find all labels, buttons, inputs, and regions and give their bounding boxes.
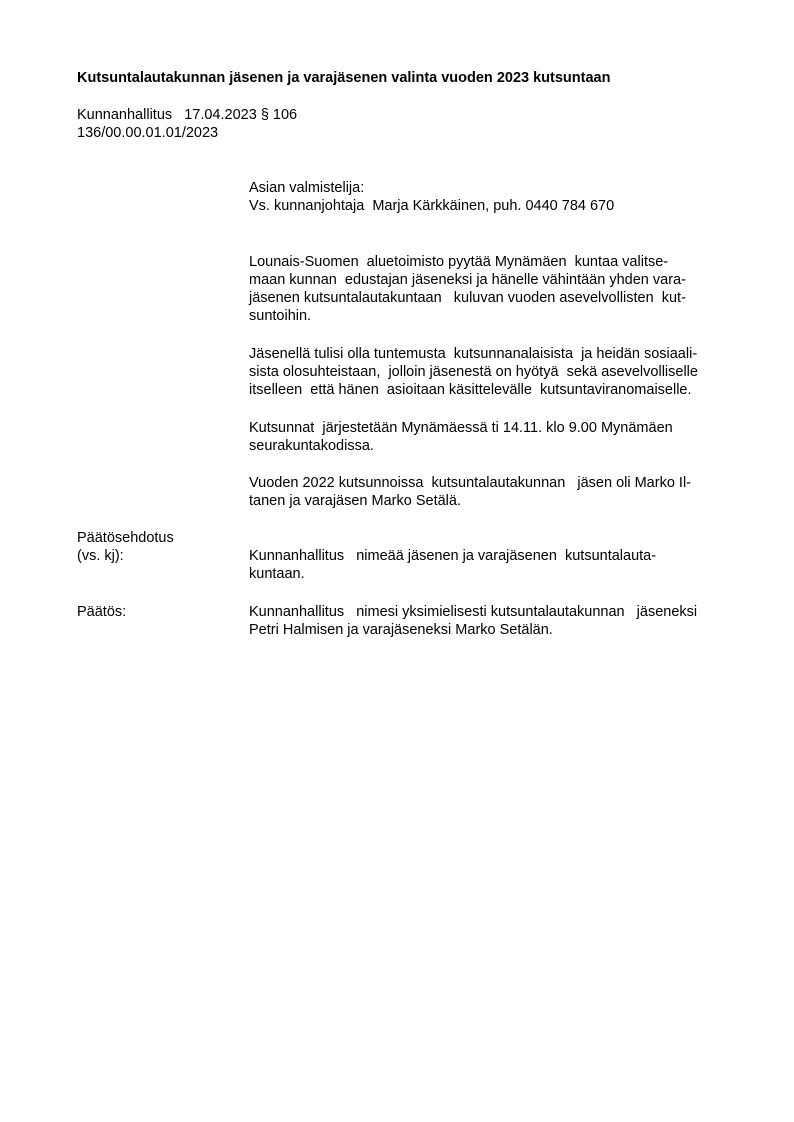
paragraph-line: itselleen että hänen asioitaan käsittelevälle kutsuntaviranomaiselle.: [249, 382, 692, 398]
proposal-label-line-1: Päätösehdotus: [77, 530, 174, 546]
proposal-text: [249, 547, 744, 583]
document-title: Kutsuntalautakunnan jäsenen ja varajäsenen valinta vuoden 2023 kutsuntaan: [77, 70, 611, 86]
paragraph-line: suntoihin.: [249, 308, 312, 324]
paragraph-line: jäsenen kutsuntalautakuntaan kuluvan vuoden asevelvollisten kut-: [249, 290, 686, 306]
paragraph-2: [249, 345, 744, 399]
proposal-label: [77, 529, 174, 565]
decision-text: [249, 603, 744, 639]
paragraph-line: maan kunnan edustajan jäseneksi ja hänelle vähintään yhden vara-: [249, 272, 686, 288]
paragraph-line: seurakuntakodissa.: [249, 438, 374, 454]
paragraph-line: Kutsunnat järjestetään Mynämäessä ti 14.11. klo 9.00 Mynämäen: [249, 420, 673, 436]
record-id: 136/00.00.01.01/2023: [77, 125, 219, 141]
paragraph-1: [249, 253, 744, 325]
paragraph-line: sista olosuhteistaan, jolloin jäsenestä on hyötyä sekä asevelvolliselle: [249, 364, 698, 380]
preparer-name: Vs. kunnanjohtaja Marja Kärkkäinen, puh. 0440 784 670: [249, 198, 615, 214]
paragraph-4: [249, 474, 744, 510]
decision-line: Kunnanhallitus nimesi yksimielisesti kutsuntalautakunnan jäseneksi: [249, 604, 698, 620]
proposal-line: Kunnanhallitus nimeää jäsenen ja varajäsenen kutsuntalauta-: [249, 548, 657, 564]
meeting-line: Kunnanhallitus 17.04.2023 § 106: [77, 107, 298, 123]
decision-line: Petri Halmisen ja varajäseneksi Marko Setälän.: [249, 622, 553, 638]
proposal-line: kuntaan.: [249, 566, 305, 582]
meeting-info: [77, 106, 297, 142]
preparer-label: Asian valmistelija:: [249, 180, 365, 196]
proposal-label-line-2: (vs. kj):: [77, 548, 124, 564]
paragraph-line: Vuoden 2022 kutsunnoissa kutsuntalautakunnan jäsen oli Marko Il-: [249, 475, 691, 491]
preparer-block: [249, 179, 744, 215]
decision-label: Päätös:: [77, 604, 127, 620]
paragraph-line: Jäsenellä tulisi olla tuntemusta kutsunnanalaisista ja heidän sosiaali-: [249, 346, 698, 362]
paragraph-line: Lounais-Suomen aluetoimisto pyytää Mynämäen kuntaa valitse-: [249, 254, 669, 270]
paragraph-line: tanen ja varajäsen Marko Setälä.: [249, 493, 461, 509]
paragraph-3: [249, 419, 744, 455]
